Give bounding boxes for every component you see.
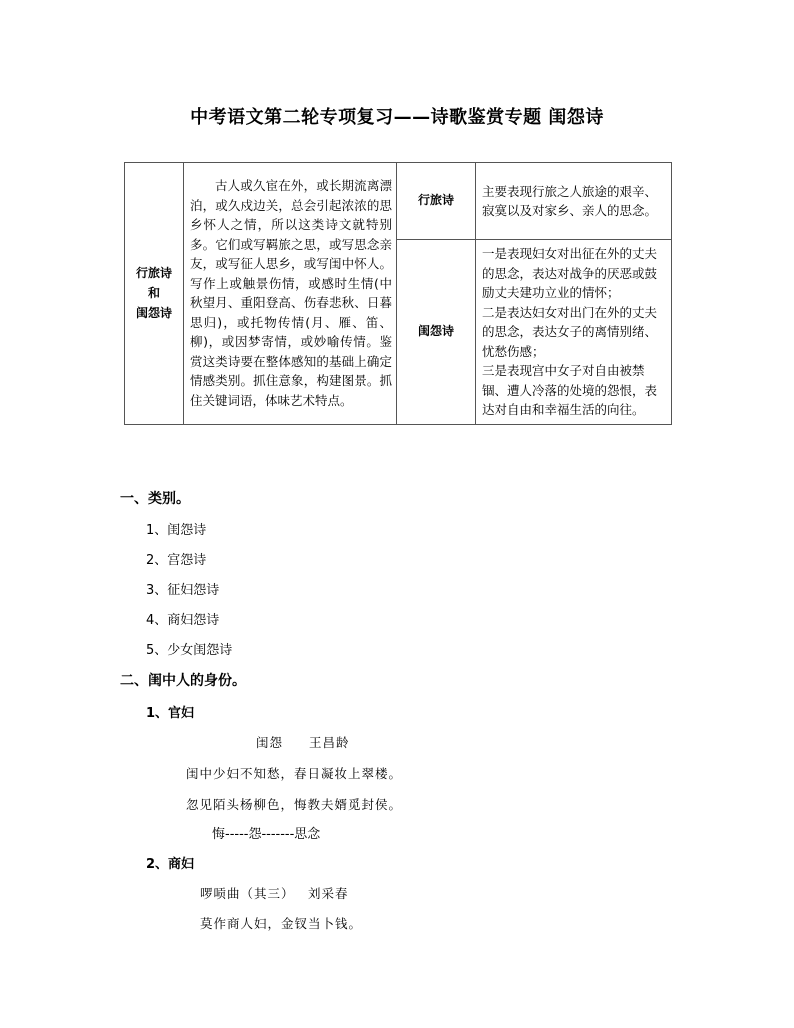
definition-cell-travel xyxy=(476,163,672,240)
definition-line: 一是表现妇女对出征在外的丈夫的思念，表达对战争的厌恶或鼓励丈夫建功立业的情怀； xyxy=(482,246,658,300)
poem-title: 啰唝曲（其三） xyxy=(200,886,295,901)
list-item: 1、闺怨诗 xyxy=(146,523,207,538)
subtype-cell-boudoir: 闺怨诗 xyxy=(397,240,476,425)
description-text: 古人或久宦在外，或长期流离漂泊，或久戍边关，总会引起浓浓的思乡怀人之情，所以这类诗文就特别多。它们或写羁旅之思，或写思念亲友，或写征人思乡，或写闺中怀人。写作上或触景伤情，或感时生情(中秋望月、重阳登高、伤春悲秋、日暮思归)，或托物传情(月、雁、笛、柳)，或因梦寄情，或妙喻传情。鉴赏这类诗要在整体感知的基础上确定情感类别。抓住意象，构建图景。抓住关键词语，体味艺术特点。 xyxy=(190,178,392,408)
definition-line: 三是表现宫中女子对自由被禁锢、遭人冷落的处境的怨恨，表达对自由和幸福生活的向往。 xyxy=(482,363,658,417)
definition-line: 二是表达妇女对出门在外的丈夫的思念，表达女子的离情别绪、忧愁伤感； xyxy=(482,304,658,359)
analysis-note: 悔-----怨-------思念 xyxy=(212,827,321,842)
category-line: 行旅诗 xyxy=(135,266,172,281)
definition-cell-boudoir xyxy=(476,240,672,425)
definition-line: 主要表现行旅之人旅途的艰辛、寂寞以及对家乡、亲人的思念。 xyxy=(482,183,658,218)
category-line: 和 xyxy=(147,286,160,301)
subheading-merchant-wife: 2、商妇 xyxy=(146,857,195,872)
subheading-official-wife: 1、官妇 xyxy=(146,706,195,721)
table-row xyxy=(125,163,672,240)
section-heading-categories: 一、类别。 xyxy=(120,491,190,507)
category-cell xyxy=(125,163,184,425)
poem-line: 莫作商人妇，金钗当卜钱。 xyxy=(200,916,363,931)
poem-line: 忽见陌头杨柳色，悔教夫婿觅封侯。 xyxy=(186,797,403,812)
poem-author: 王昌龄 xyxy=(309,735,350,750)
page-title: 中考语文第二轮专项复习——诗歌鉴赏专题 闺怨诗 xyxy=(190,107,604,128)
subtype-cell-travel: 行旅诗 xyxy=(397,163,476,240)
list-item: 2、宫怨诗 xyxy=(146,553,207,568)
poem-author: 刘采春 xyxy=(308,886,349,901)
list-item: 4、商妇怨诗 xyxy=(146,613,220,628)
poem-line: 闺中少妇不知愁，春日凝妆上翠楼。 xyxy=(186,766,403,781)
summary-table xyxy=(124,162,672,425)
list-item: 3、征妇怨诗 xyxy=(146,583,220,598)
list-item: 5、少女闺怨诗 xyxy=(146,643,233,658)
category-line: 闺怨诗 xyxy=(135,306,172,321)
description-cell xyxy=(184,163,397,425)
section-heading-identity: 二、闺中人的身份。 xyxy=(120,673,246,689)
poem-title: 闺怨 xyxy=(256,735,284,750)
